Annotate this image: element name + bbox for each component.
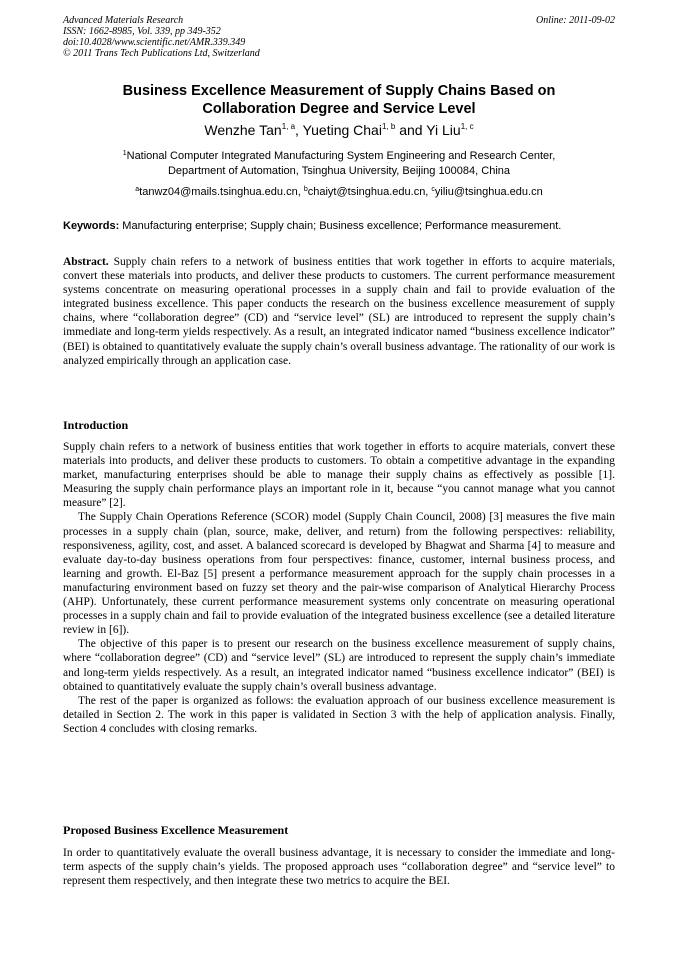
affiliation [63,149,615,179]
affiliation-text: National Computer Integrated Manufacturing System Engineering and Research Center, [126,150,556,162]
paragraph: The rest of the paper is organized as follows: the evaluation approach of our business excellence measurement is detailed in Section 2. The work in this paper is validated in Section 3 with the help of application analysis. Finally, Section 4 concludes with closing remarks. [63,694,615,735]
journal-name: Advanced Materials Research [63,15,184,26]
author-name: Yueting Chai [302,122,382,138]
title-line-1: Business Excellence Measurement of Supply Chains Based on [122,83,556,99]
email-link[interactable]: tanwz04@mails.tsinghua.edu.cn, [139,186,304,198]
online-date: Online: 2011-09-02 [536,15,615,26]
paper-title [63,82,615,118]
paragraph: The objective of this paper is to present our research on the business excellence measurement of supply chains, where “collaboration degree” (CD) and “service level” (SL) are introduced to represent the supply chain’s immediate and long-term yields respectively. As a result, an integrated indicator named “business excellence indicator” (BEI) is obtained to quantitatively evaluate the supply chain’s overall business advantage. [63,638,615,693]
author-superscript: 1, b [381,122,396,131]
email-superscript: b [303,186,308,193]
keywords-label: Keywords: [63,220,120,232]
email-superscript: a [135,186,140,193]
proposed-heading: Proposed Business Excellence Measurement [63,823,289,837]
email-superscript: c [431,186,435,193]
doi-line: doi:10.4028/www.scientific.net/AMR.339.349 [63,37,246,48]
keywords-text: Manufacturing enterprise; Supply chain; Business excellence; Performance measurement. [119,220,562,232]
paragraph: The Supply Chain Operations Reference (SCOR) model (Supply Chain Council, 2008) [3] measures the five main processes in a supply chain (plan, source, make, deliver, and return) from the following perspectives: reliability, responsiveness, agility, cost, and asset. A balanced scorecard is developed by Bhagwat and Sharma [4] to measure and evaluate day-to-day business operations from four perspectives: finance, customer, internal business process, and learning and growth. El-Baz [5] present a performance measurement approach for the supply chain processes in a manufacturing environment based on fuzzy set theory and the pair-wise comparison of Analytical Hierarchy Process (AHP). Unfortunately, these current performance measurement systems only concentrate on measuring operational processes in a supply chain and fail to provide evaluation of the integrated business excellence (see a detailed literature review in [6]). [63,511,615,637]
author-superscript: 1, a [281,122,296,131]
author-separator: , [295,122,303,138]
author-name: Yi Liu [426,122,461,138]
author-superscript: 1, c [460,122,474,131]
email-link[interactable]: chaiyt@tsinghua.edu.cn, [307,186,432,198]
author-separator: and [395,122,427,138]
affiliation-superscript: 1 [122,150,127,157]
affiliation-line-2: Department of Automation, Tsinghua University, Beijing 100084, China [167,165,510,177]
introduction-section [63,440,615,736]
abstract-label: Abstract. [63,256,109,268]
abstract-section [63,255,615,368]
paragraph: Supply chain refers to a network of business entities that work together in efforts to acquire materials, convert these materials into products, and deliver these products to customers. To obtain a competitive advantage in the expanding market, manufacturing enterprises should be able to manage their supply chains as effectively as possible [1]. Measuring the supply chain performance plays an important role in it, because “you cannot manage what you cannot measure” [2]. [63,441,615,510]
introduction-heading: Introduction [63,418,129,432]
issn-line: ISSN: 1662-8985, Vol. 339, pp 349-352 [63,26,221,37]
proposed-section [63,846,615,888]
author-list [63,121,615,139]
keywords-section [63,219,615,233]
title-line-2: Collaboration Degree and Service Level [202,101,476,117]
paragraph: In order to quantitatively evaluate the overall business advantage, it is necessary to consider the immediate and long-term aspects of the supply chain’s yields. The proposed approach uses “collaboration degree” and “service level” to represent them respectively, and then integrate these two metrics to acquire the BEI. [63,847,615,888]
author-emails [63,185,615,199]
abstract-text: Supply chain refers to a network of business entities that work together in efforts to acquire materials, convert these materials into products, and deliver these products to customers. The current performance measurement systems concentrate on measuring operational processes in a supply chain and fail to provide evaluation of the integrated business excellence. This paper conducts the research on the business excellence measurement of supply chains, where “collaboration degree” (CD) and “service level” (SL) are introduced to represent the supply chain’s immediate and long-term yields respectively. As a result, an integrated indicator named “business excellence indicator” (BEI) is obtained to quantitatively evaluate the supply chain’s overall business advantage. The rationality of our work is analyzed empirically through an application case. [63,256,615,367]
affiliation-line-1 [63,149,615,164]
publication-header [63,15,615,59]
copyright-line: © 2011 Trans Tech Publications Ltd, Switzerland [63,48,260,59]
author-name: Wenzhe Tan [204,122,282,138]
email-link[interactable]: yiliu@tsinghua.edu.cn [434,186,543,198]
